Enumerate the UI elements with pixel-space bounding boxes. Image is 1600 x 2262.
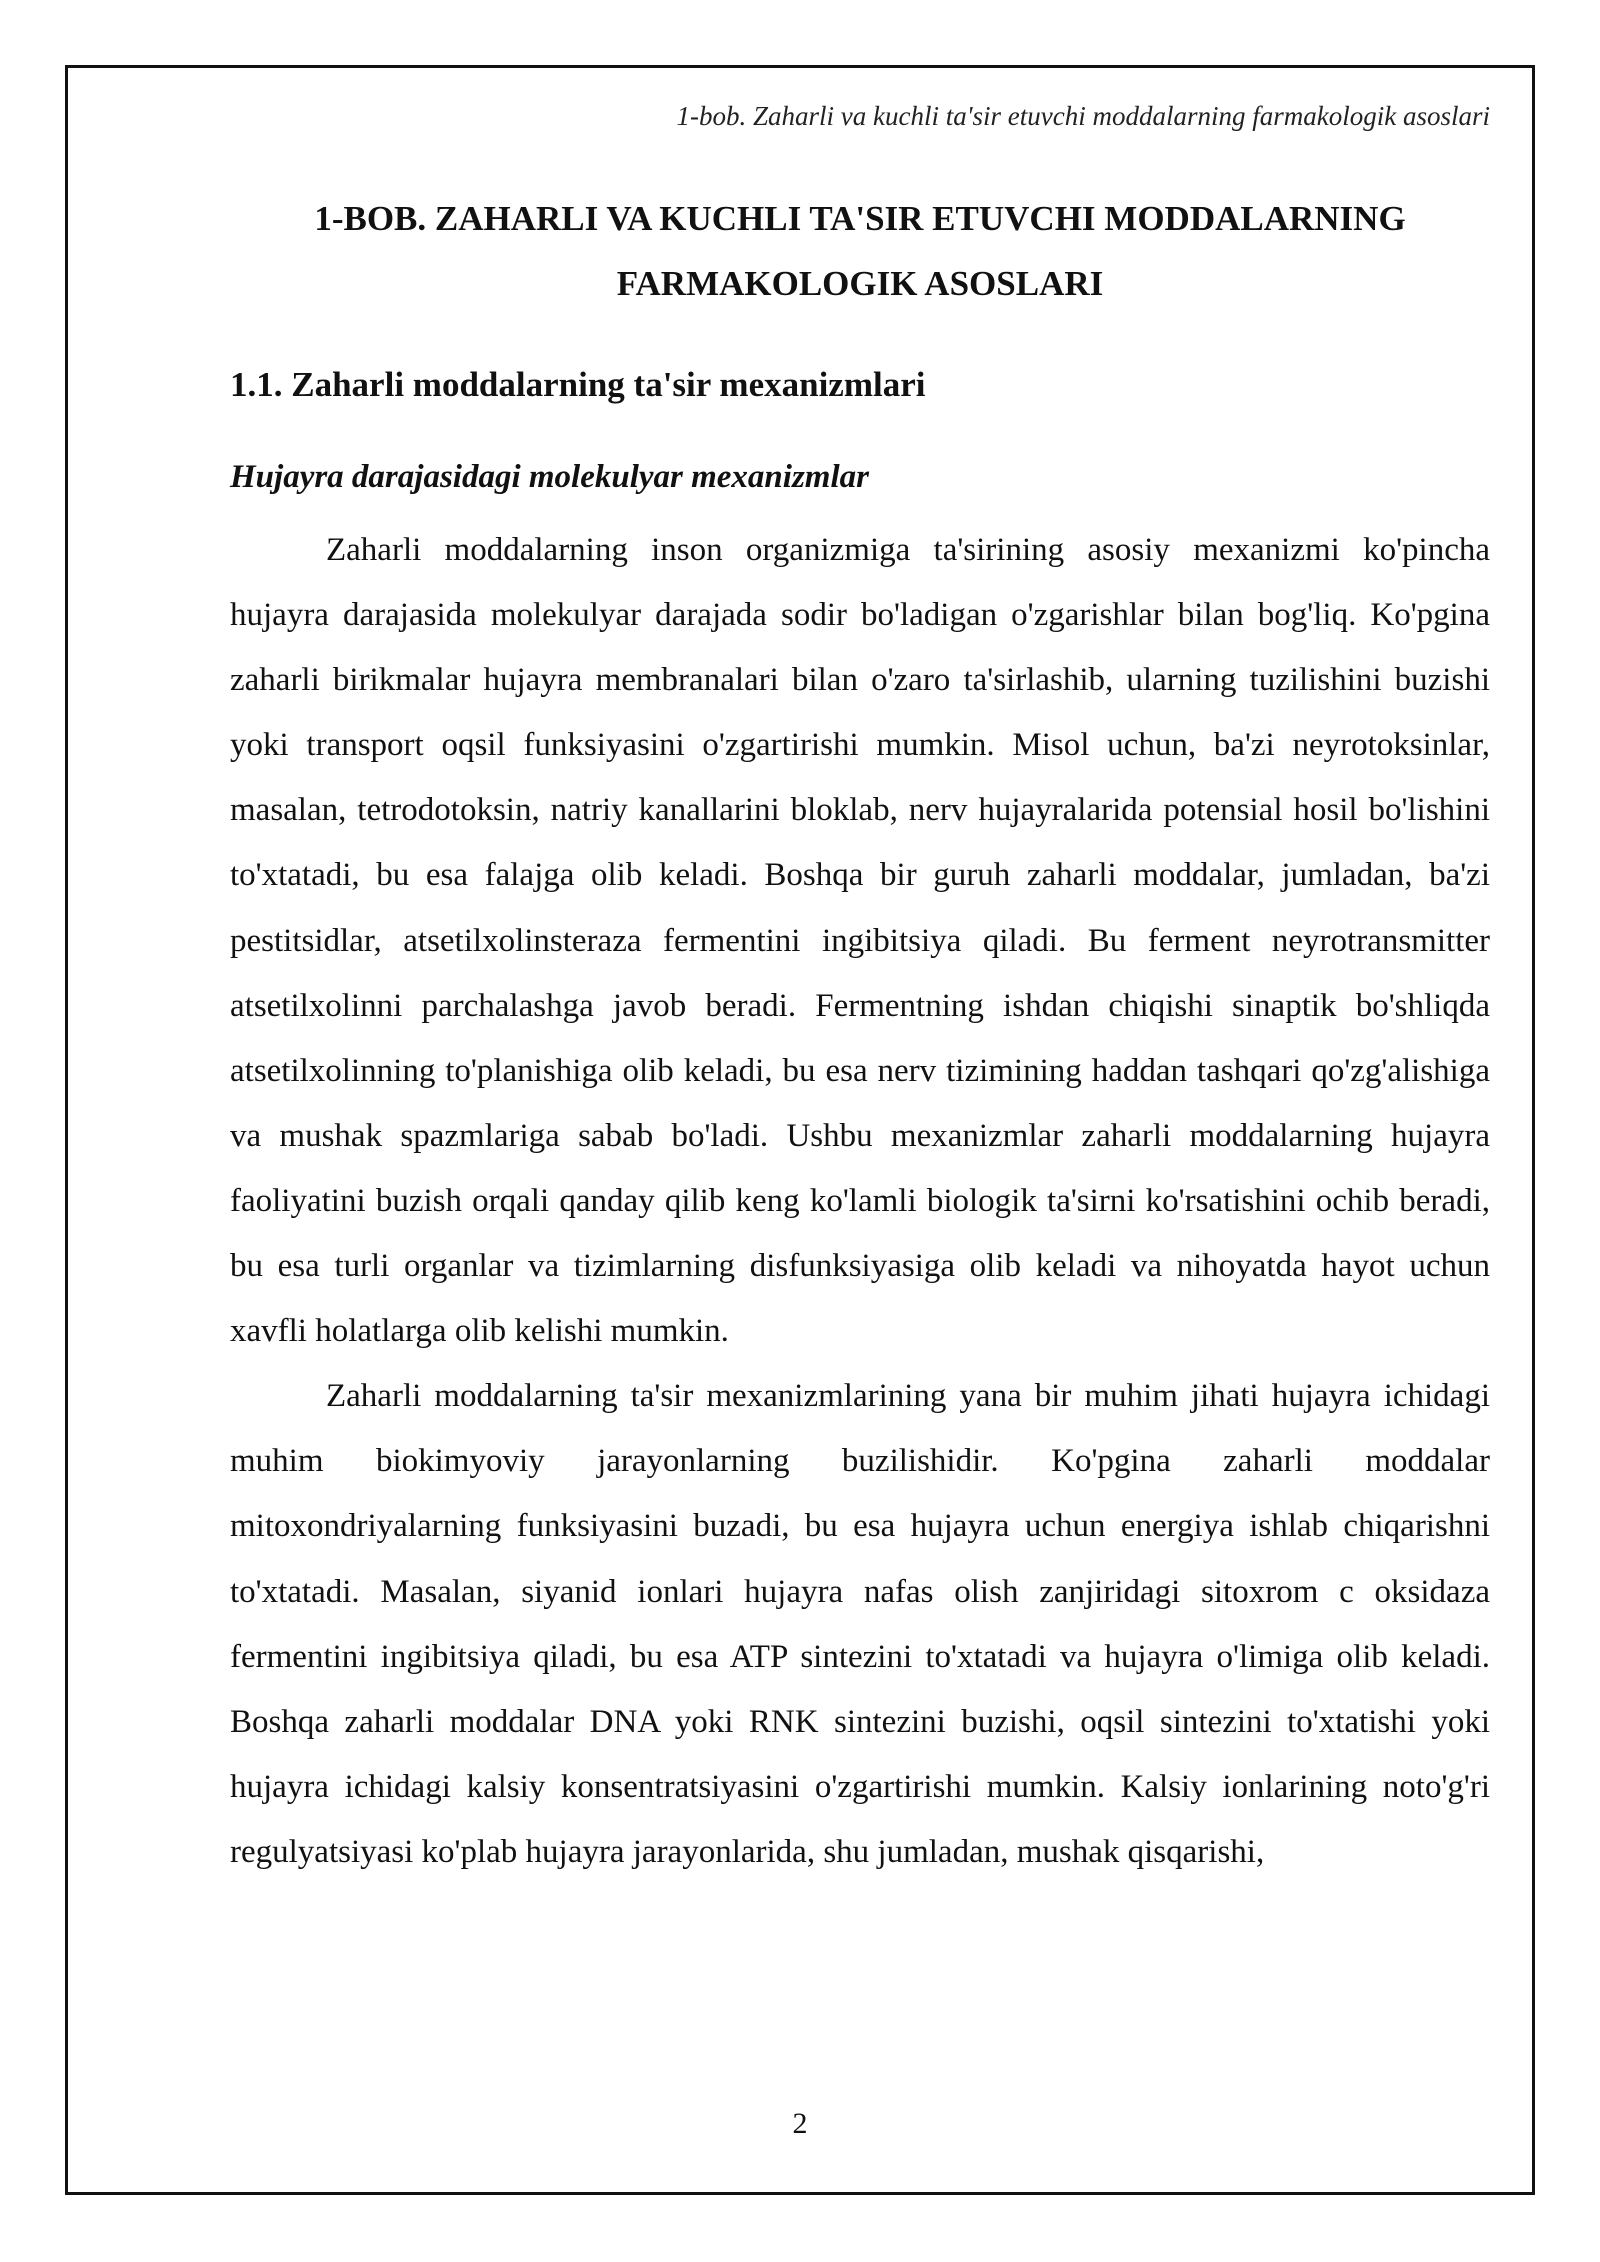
section-heading: 1.1. Zaharli moddalarning ta'sir mexanizmlari [230,365,926,404]
paragraph-2: Zaharli moddalarning ta'sir mexanizmlarining yana bir muhim jihati hujayra ichidagi muhim biokimyoviy jarayonlarning buzilishidir. Ko'pgina zaharli moddalar mitoxondriyalarning funksiyasini buzadi, bu esa hujayra uchun energiya ishlab chiqarishni to'xtatadi. Masalan, siyanid ionlari hujayra nafas olish zanjiridagi sitoxrom c oksidaza fermentini ingibitsiya qiladi, bu esa ATP sintezini to'xtatadi va hujayra o'limiga olib keladi. Boshqa zaharli moddalar DNA yoki RNK sintezini buzishi, oqsil sintezini to'xtatishi yoki hujayra ichidagi kalsiy konsentratsiyasini o'zgartirishi mumkin. Kalsiy ionlarining noto'g'ri regulyatsiyasi ko'plab hujayra jarayonlarida, shu jumladan, mushak qisqarishi, [230,1378,1490,1870]
running-header: 1-bob. Zaharli va kuchli ta'sir etuvchi moddalarning farmakologik asoslari [676,101,1490,131]
body-text [230,518,1490,1885]
paragraph-1: Zaharli moddalarning inson organizmiga ta'sirining asosiy mexanizmi ko'pincha hujayra darajasida molekulyar darajada sodir bo'ladigan o'zgarishlar bilan bog'liq. Ko'pgina zaharli birikmalar hujayra membranalari bilan o'zaro ta'sirlashib, ularning tuzilishini buzishi yoki transport oqsil funksiyasini o'zgartirishi mumkin. Misol uchun, ba'zi neyrotoksinlar, masalan, tetrodotoksin, natriy kanallarini bloklab, nerv hujayralarida potensial hosil bo'lishini to'xtatadi, bu esa falajga olib keladi. Boshqa bir guruh zaharli moddalar, jumladan, ba'zi pestitsidlar, atsetilxolinsteraza fermentini ingibitsiya qiladi. Bu ferment neyrotransmitter atsetilxolinni parchalashga javob beradi. Fermentning ishdan chiqishi sinaptik bo'shliqda atsetilxolinning to'planishiga olib keladi, bu esa nerv tizimining haddan tashqari qo'zg'alishiga va mushak spazmlariga sabab bo'ladi. Ushbu mexanizmlar zaharli moddalarning hujayra faoliyatini buzish orqali qanday qilib keng ko'lamli biologik ta'sirni ko'rsatishini ochib beradi, bu esa turli organlar va tizimlarning disfunksiyasiga olib keladi va nihoyatda hayot uchun xavfli holatlarga olib kelishi mumkin. [230,532,1490,1350]
subsection-heading: Hujayra darajasidagi molekulyar mexanizmlar [230,459,869,495]
chapter-title: 1-BOB. ZAHARLI VA KUCHLI TA'SIR ETUVCHI MODDALARNING FARMAKOLOGIK ASOSLARI [314,199,1406,303]
page-number: 2 [792,2107,808,2140]
